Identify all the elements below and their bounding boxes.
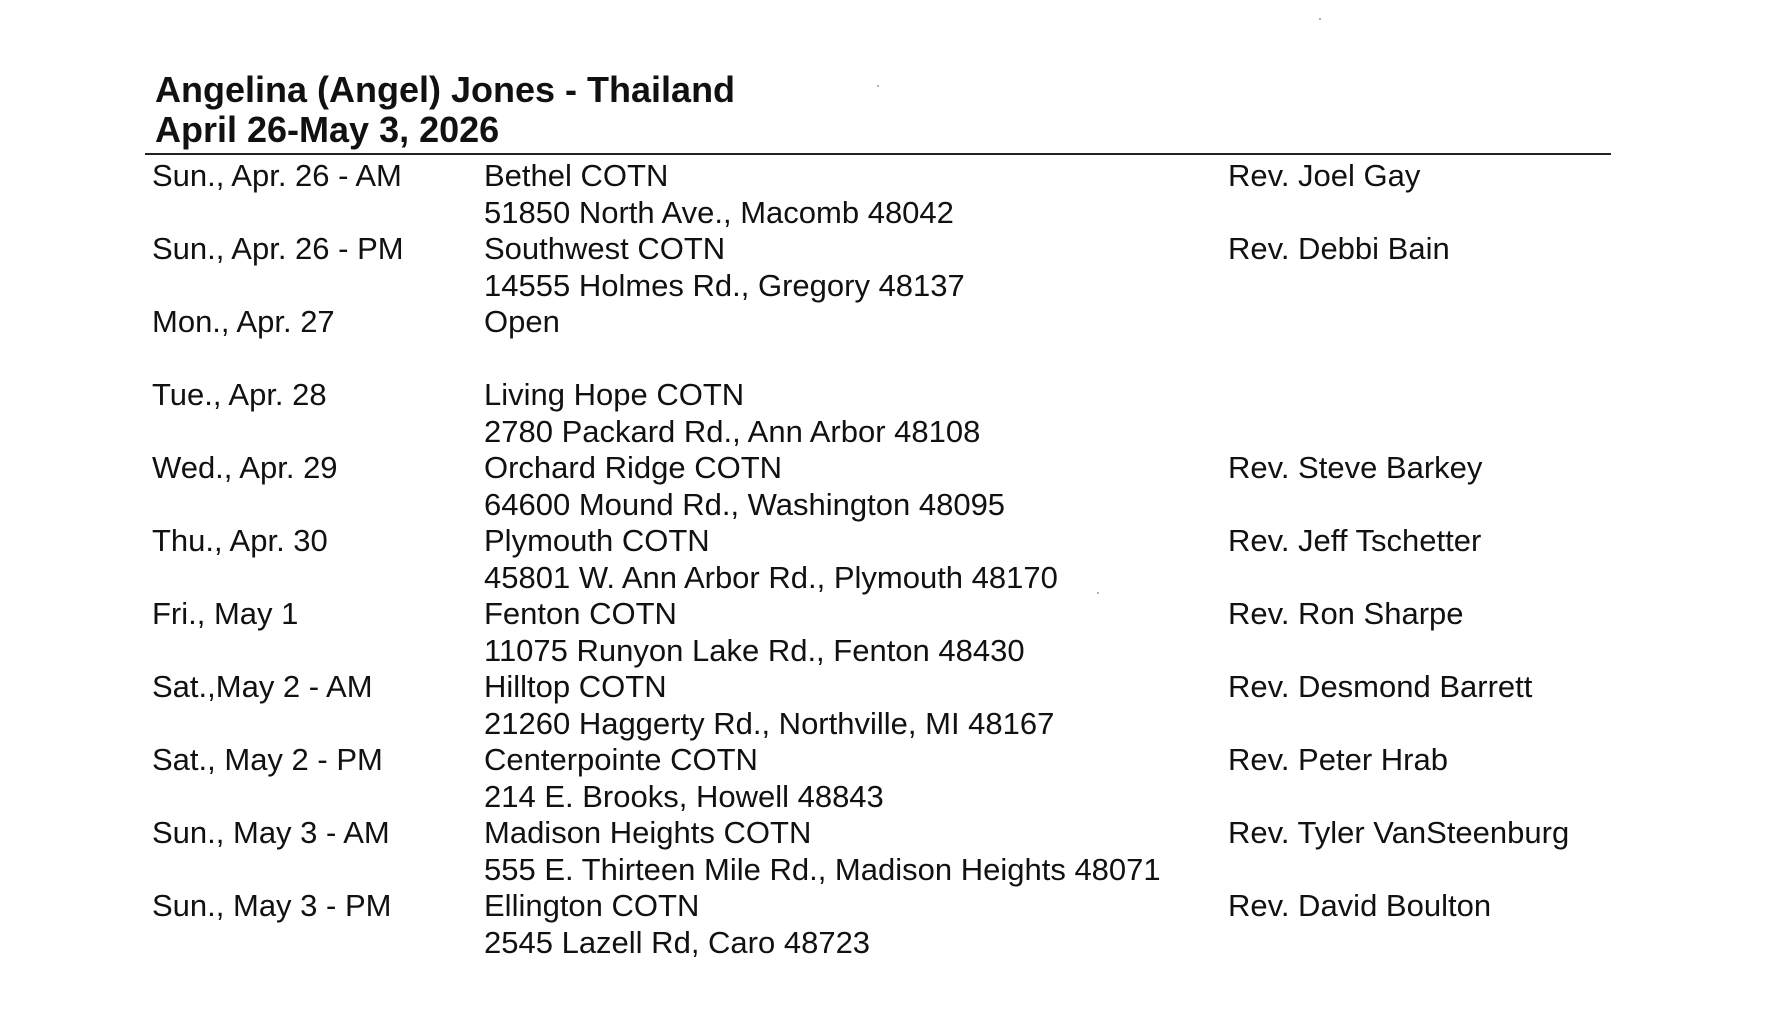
schedule-venue (484, 595, 1025, 668)
schedule-venue (484, 230, 965, 303)
schedule-date: Sat., May 2 - PM (152, 742, 383, 777)
schedule-row (0, 522, 1775, 595)
schedule-row (0, 230, 1775, 303)
schedule-date: Tue., Apr. 28 (152, 377, 327, 412)
church-address: 11075 Runyon Lake Rd., Fenton 48430 (484, 633, 1025, 668)
schedule-row (0, 157, 1775, 230)
church-name: Fenton COTN (484, 596, 677, 631)
schedule-venue (484, 887, 870, 960)
church-name: Orchard Ridge COTN (484, 450, 783, 485)
scan-speck (877, 85, 879, 87)
schedule-row (0, 376, 1775, 449)
pastor-name: Rev. Desmond Barrett (1228, 669, 1533, 704)
church-name: Living Hope COTN (484, 377, 745, 412)
schedule-date: Sun., May 3 - PM (152, 888, 392, 923)
schedule-table (0, 157, 1775, 960)
schedule-row (0, 668, 1775, 741)
itinerary-title: Angelina (Angel) Jones - Thailand (155, 69, 736, 110)
schedule-row (0, 303, 1775, 376)
schedule-venue (484, 814, 1161, 887)
itinerary-header (155, 70, 735, 150)
schedule-venue (484, 303, 560, 376)
church-name: Centerpointe COTN (484, 742, 758, 777)
pastor-name: Rev. Tyler VanSteenburg (1228, 815, 1570, 850)
pastor-name: Rev. David Boulton (1228, 888, 1492, 923)
scan-speck (1097, 592, 1099, 594)
church-name: Open (484, 304, 560, 339)
church-address: 2545 Lazell Rd, Caro 48723 (484, 925, 871, 960)
schedule-row (0, 887, 1775, 960)
church-address: 64600 Mound Rd., Washington 48095 (484, 487, 1006, 522)
schedule-row (0, 595, 1775, 668)
scan-speck (1319, 18, 1321, 20)
schedule-row (0, 449, 1775, 522)
schedule-row (0, 741, 1775, 814)
itinerary-date-range: April 26-May 3, 2026 (155, 109, 500, 150)
schedule-date: Sun., May 3 - AM (152, 815, 390, 850)
church-address: 21260 Haggerty Rd., Northville, MI 48167 (484, 706, 1055, 741)
church-address (484, 340, 560, 376)
header-divider (145, 153, 1611, 155)
church-address: 14555 Holmes Rd., Gregory 48137 (484, 268, 965, 303)
church-name: Ellington COTN (484, 888, 700, 923)
schedule-venue (484, 522, 1058, 595)
schedule-venue (484, 668, 1054, 741)
schedule-date: Wed., Apr. 29 (152, 450, 338, 485)
church-name: Bethel COTN (484, 158, 669, 193)
pastor-name: Rev. Joel Gay (1228, 158, 1421, 193)
pastor-name: Rev. Ron Sharpe (1228, 596, 1464, 631)
church-name: Southwest COTN (484, 231, 726, 266)
schedule-date: Sat.,May 2 - AM (152, 669, 373, 704)
schedule-venue (484, 449, 1005, 522)
church-address: 2780 Packard Rd., Ann Arbor 48108 (484, 414, 981, 449)
church-address: 45801 W. Ann Arbor Rd., Plymouth 48170 (484, 560, 1058, 595)
pastor-name: Rev. Peter Hrab (1228, 742, 1448, 777)
schedule-date: Sun., Apr. 26 - PM (152, 231, 404, 266)
schedule-venue (484, 376, 980, 449)
schedule-row (0, 814, 1775, 887)
schedule-date: Mon., Apr. 27 (152, 304, 335, 339)
church-name: Plymouth COTN (484, 523, 710, 558)
pastor-name: Rev. Steve Barkey (1228, 450, 1483, 485)
schedule-venue (484, 157, 954, 230)
schedule-date: Fri., May 1 (152, 596, 299, 631)
church-address: 555 E. Thirteen Mile Rd., Madison Heights 48071 (484, 852, 1161, 887)
pastor-name: Rev. Jeff Tschetter (1228, 523, 1482, 558)
schedule-venue (484, 741, 884, 814)
church-name: Hilltop COTN (484, 669, 667, 704)
church-address: 51850 North Ave., Macomb 48042 (484, 195, 954, 230)
church-name: Madison Heights COTN (484, 815, 812, 850)
church-address: 214 E. Brooks, Howell 48843 (484, 779, 884, 814)
pastor-name: Rev. Debbi Bain (1228, 231, 1450, 266)
schedule-date: Sun., Apr. 26 - AM (152, 158, 402, 193)
schedule-date: Thu., Apr. 30 (152, 523, 328, 558)
